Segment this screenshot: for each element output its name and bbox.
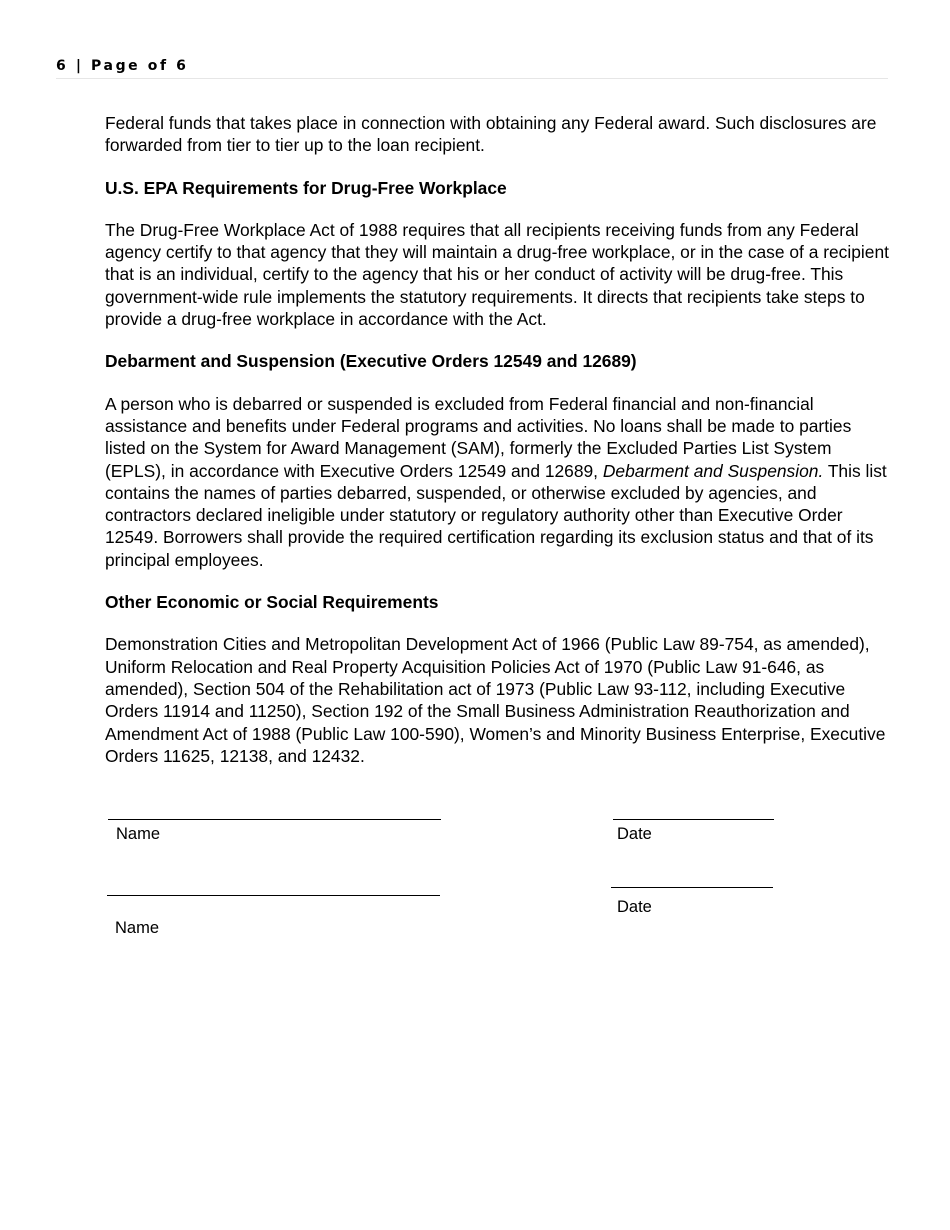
header-separator: | [75,58,84,74]
section-paragraph-debarment [105,393,895,571]
page-number: 6 [56,58,69,74]
name-signature-line-2[interactable] [107,895,440,896]
of-word: of [147,58,169,74]
intro-paragraph: Federal funds that takes place in connection with obtaining any Federal award. Such disclosures are forwarded from tier to tier up to the loan recipient. [105,113,877,156]
section-heading-debarment: Debarment and Suspension (Executive Orders 12549 and 12689) [105,351,637,372]
section-heading-drug-free: U.S. EPA Requirements for Drug-Free Workplace [105,177,507,198]
date-signature-line-2[interactable] [611,887,773,888]
section-paragraph-other-requirements: Demonstration Cities and Metropolitan Development Act of 1966 (Public Law 89-754, as amended), Uniform Relocation and Real Property Acquisition Policies Act of 1970 (Public Law 91-646, as amended), Section 504 of the Rehabilitation act of 1973 (Public Law 93-112, including Executive Orders 11914 and 11250), Section 192 of the Small Business Administration Reauthorization and Amendment Act of 1988 (Public Law 100-590), Women’s and Minority Business Enterprise, Executive Orders 11625, 12138, and 12432. [105,634,886,766]
page-word: Page [91,58,141,74]
debarment-text-end: This list contains the names of parties debarred, suspended, or otherwise excluded by agencies, and contractors declared ineligible under statutory or regulatory authority other than Executive Order 12549. Borrowers shall provide the required certification regarding its exclusion status and that of its principal employees. [105,460,887,570]
name-label-2: Name [115,919,160,937]
section-heading-other-requirements: Other Economic or Social Requirements [105,592,439,613]
document-body [105,112,895,787]
date-label-2: Date [617,898,652,916]
name-signature-line-1[interactable] [108,819,441,820]
date-signature-line-1[interactable] [613,819,774,820]
total-pages: 6 [176,58,189,74]
section-paragraph-drug-free: The Drug-Free Workplace Act of 1988 requires that all recipients receiving funds from any Federal agency certify to that agency that they will maintain a drug-free workplace, or in the case of a recipient that is an individual, certify to the agency that his or her conduct of activity will be drug-free. This government-wide rule implements the statutory requirements. It directs that recipients take steps to provide a drug-free workplace in accordance with the Act. [105,219,889,330]
debarment-text-start: A person who is debarred or suspended is excluded from Federal financial and non-financial assistance and benefits under Federal programs and activities. No loans shall be made to parties listed on the System for Award Management (SAM), formerly the Excluded Parties List System (EPLS), in accordance with Executive Orders 12549 and 12689, [105,393,852,481]
date-label-1: Date [617,825,652,843]
debarment-italic-title: Debarment and Suspension. [602,460,824,481]
page-header [56,56,888,79]
name-label-1: Name [116,825,161,843]
